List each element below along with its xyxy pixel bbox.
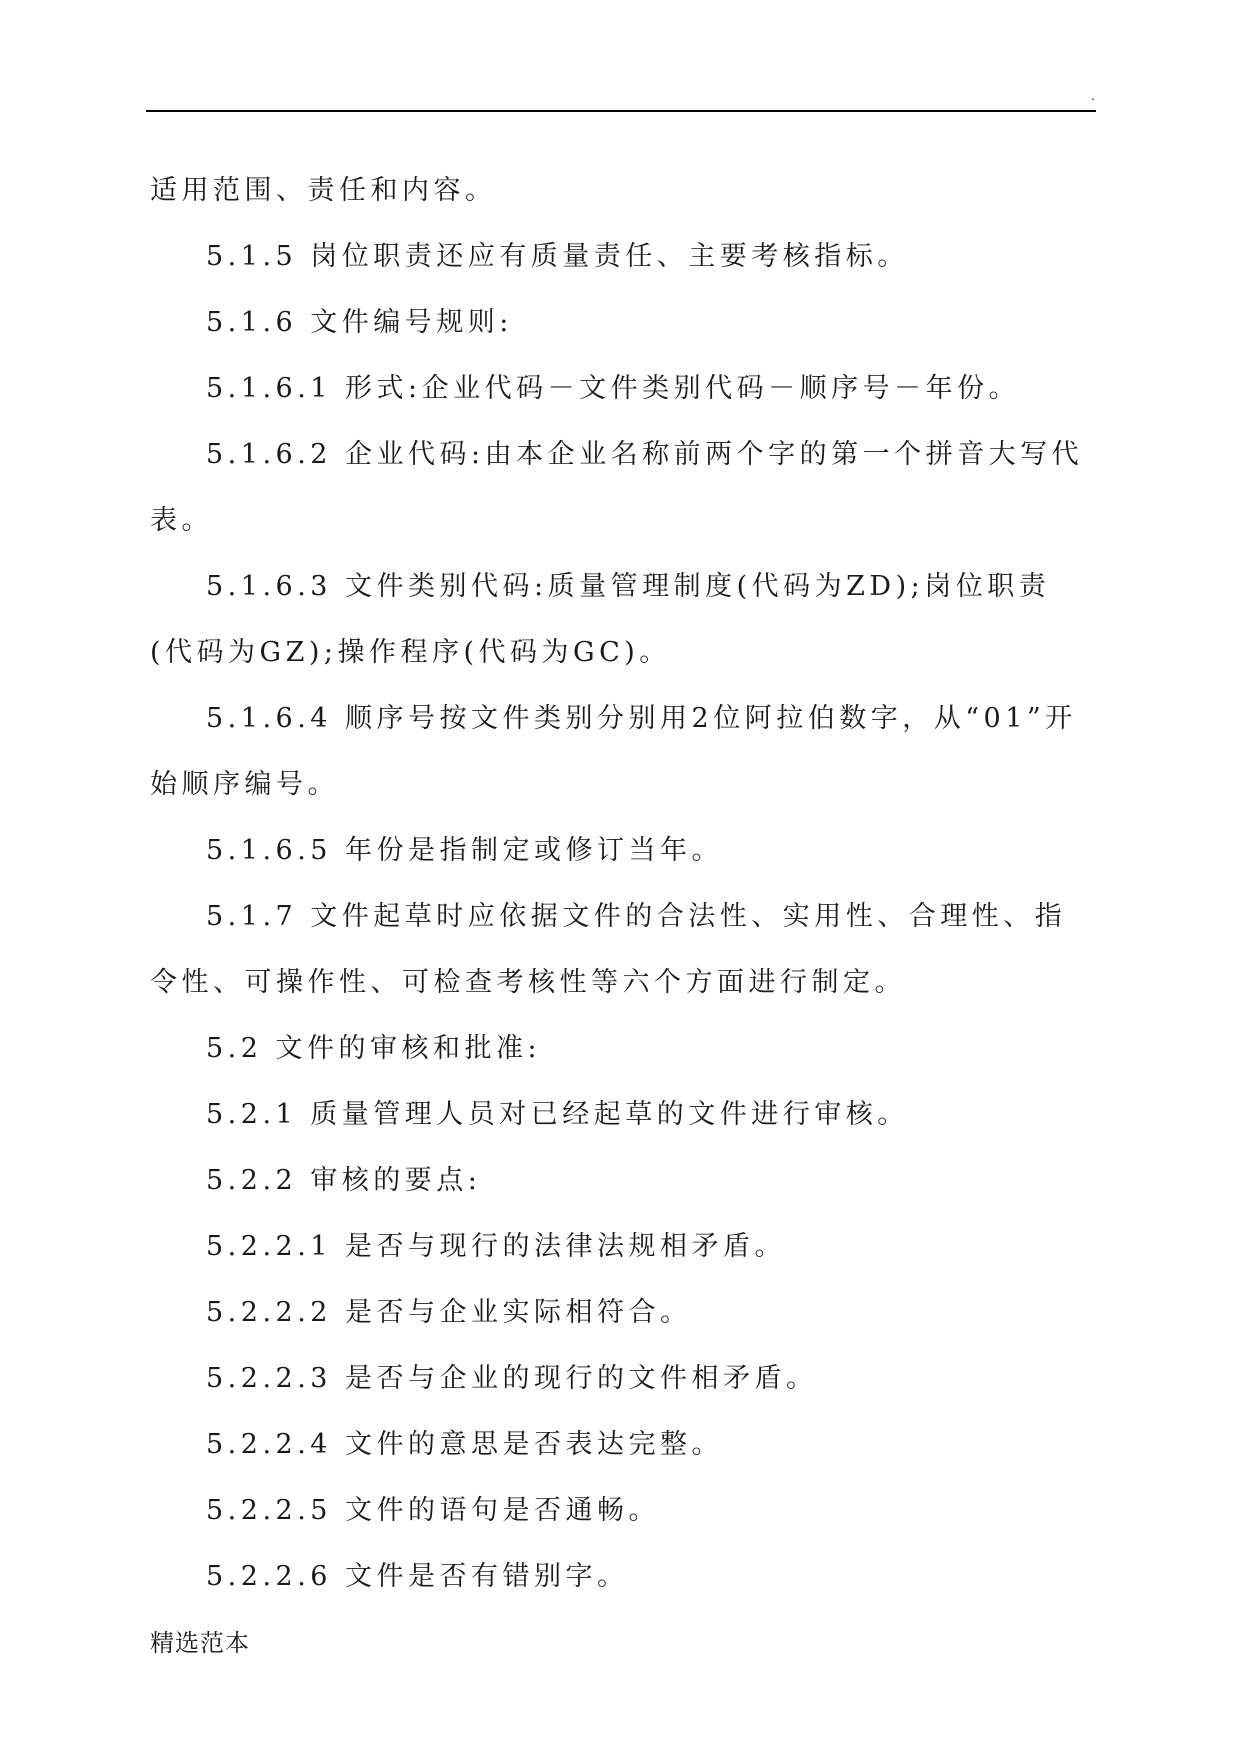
- paragraph: 5.1.6.2 企业代码:由本企业名称前两个字的第一个拼音大写代表。: [150, 439, 1084, 536]
- document-body: [150, 158, 1090, 1610]
- paragraph: 5.2.2.5 文件的语句是否通畅。: [206, 1495, 661, 1526]
- footer-label: 精选范本: [150, 1629, 250, 1657]
- paragraph: 5.1.7 文件起草时应依据文件的合法性、实用性、合理性、指令性、可操作性、可检查考核性等六个方面进行制定。: [150, 901, 1067, 998]
- paragraph: 5.2.2.2 是否与企业实际相符合。: [206, 1297, 692, 1328]
- paragraph: 5.2.2.4 文件的意思是否表达完整。: [206, 1429, 724, 1460]
- paragraph: 5.2.2.3 是否与企业的现行的文件相矛盾。: [206, 1363, 818, 1394]
- paragraph: 5.1.6 文件编号规则:: [206, 307, 513, 338]
- paragraph: 5.2.2.6 文件是否有错别字。: [206, 1561, 629, 1592]
- paragraph: 5.1.6.1 形式:企业代码－文件类别代码－顺序号－年份。: [206, 373, 1021, 404]
- paragraph: 5.1.5 岗位职责还应有质量责任、主要考核指标。: [206, 241, 909, 272]
- paragraph: 5.2.2.1 是否与现行的法律法规相矛盾。: [206, 1231, 787, 1262]
- paragraph: 5.2.2 审核的要点:: [206, 1165, 482, 1196]
- paragraph: 5.1.6.4 顺序号按文件类别分别用2位阿拉伯数字，从“01”开始顺序编号。: [150, 703, 1077, 800]
- header-mark: .: [1091, 87, 1095, 103]
- paragraph: 5.2.1 质量管理人员对已经起草的文件进行审核。: [206, 1099, 909, 1130]
- paragraph: 适用范围、责任和内容。: [150, 175, 497, 206]
- paragraph: 5.1.6.5 年份是指制定或修订当年。: [206, 835, 724, 866]
- paragraph: 5.1.6.3 文件类别代码:质量管理制度(代码为ZD);岗位职责(代码为GZ);操作程序(代码为GC)。: [150, 571, 1051, 668]
- header-rule: [146, 110, 1096, 112]
- paragraph: 5.2 文件的审核和批准:: [206, 1033, 542, 1064]
